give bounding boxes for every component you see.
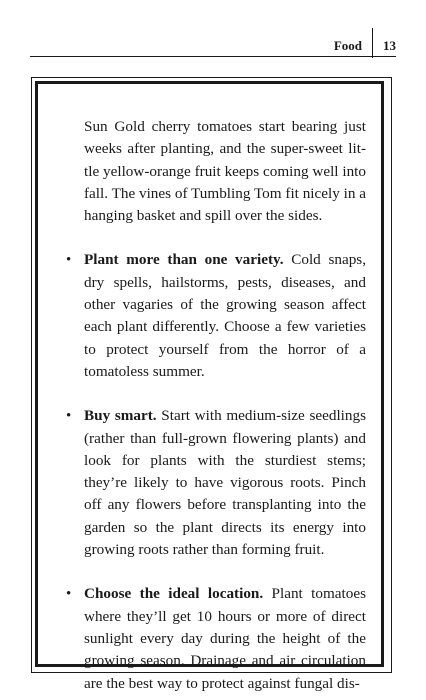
bullet-text: Start with medium-size seedlings (rather than full-grown flowering plants) and look for plants with the sturdiest stems; they’re likely to have vigorous roots. Pinch off any flowers before transplanting into the garden so the plant directs its energy into growing roots rather than forming fruit. [84, 407, 366, 559]
header-rule [30, 56, 396, 57]
sidebar-box-content [66, 116, 366, 695]
bullet-item [66, 405, 366, 561]
bullet-lead: Plant more than one variety. [84, 251, 284, 269]
bullet-icon: • [66, 408, 72, 425]
running-head [334, 34, 396, 58]
running-head-section: Food [333, 38, 362, 53]
bullet-text: Plant tomatoes where they’ll get 10 hours or more of direct sunlight every day during the height of the growing season. Drainage and air circulation are the best way to protect against fungal dis- [84, 585, 366, 692]
intro-paragraph: Sun Gold cherry tomatoes start bearing just weeks after planting, and the super-sweet little yellow-orange fruit keeps coming well into fall. The vines of Tumbling Tom fit nicely in a hanging basket and spill over the sides. [84, 118, 366, 225]
bullet-icon: • [66, 586, 72, 603]
bullet-icon: • [66, 252, 72, 269]
bullet-lead: Buy smart. [84, 407, 157, 425]
bullet-text: Cold snaps, dry spells, hailstorms, pests, diseases, and other vagaries of the growing season affect each plant differently. Choose a few varieties to protect yourself from the horror of a tomatoless summer. [84, 251, 366, 380]
running-head-divider [372, 28, 373, 58]
page-number: 13 [383, 38, 396, 53]
bullet-item [66, 249, 366, 383]
bullet-item [66, 583, 366, 694]
bullet-lead: Choose the ideal location. [84, 585, 264, 603]
